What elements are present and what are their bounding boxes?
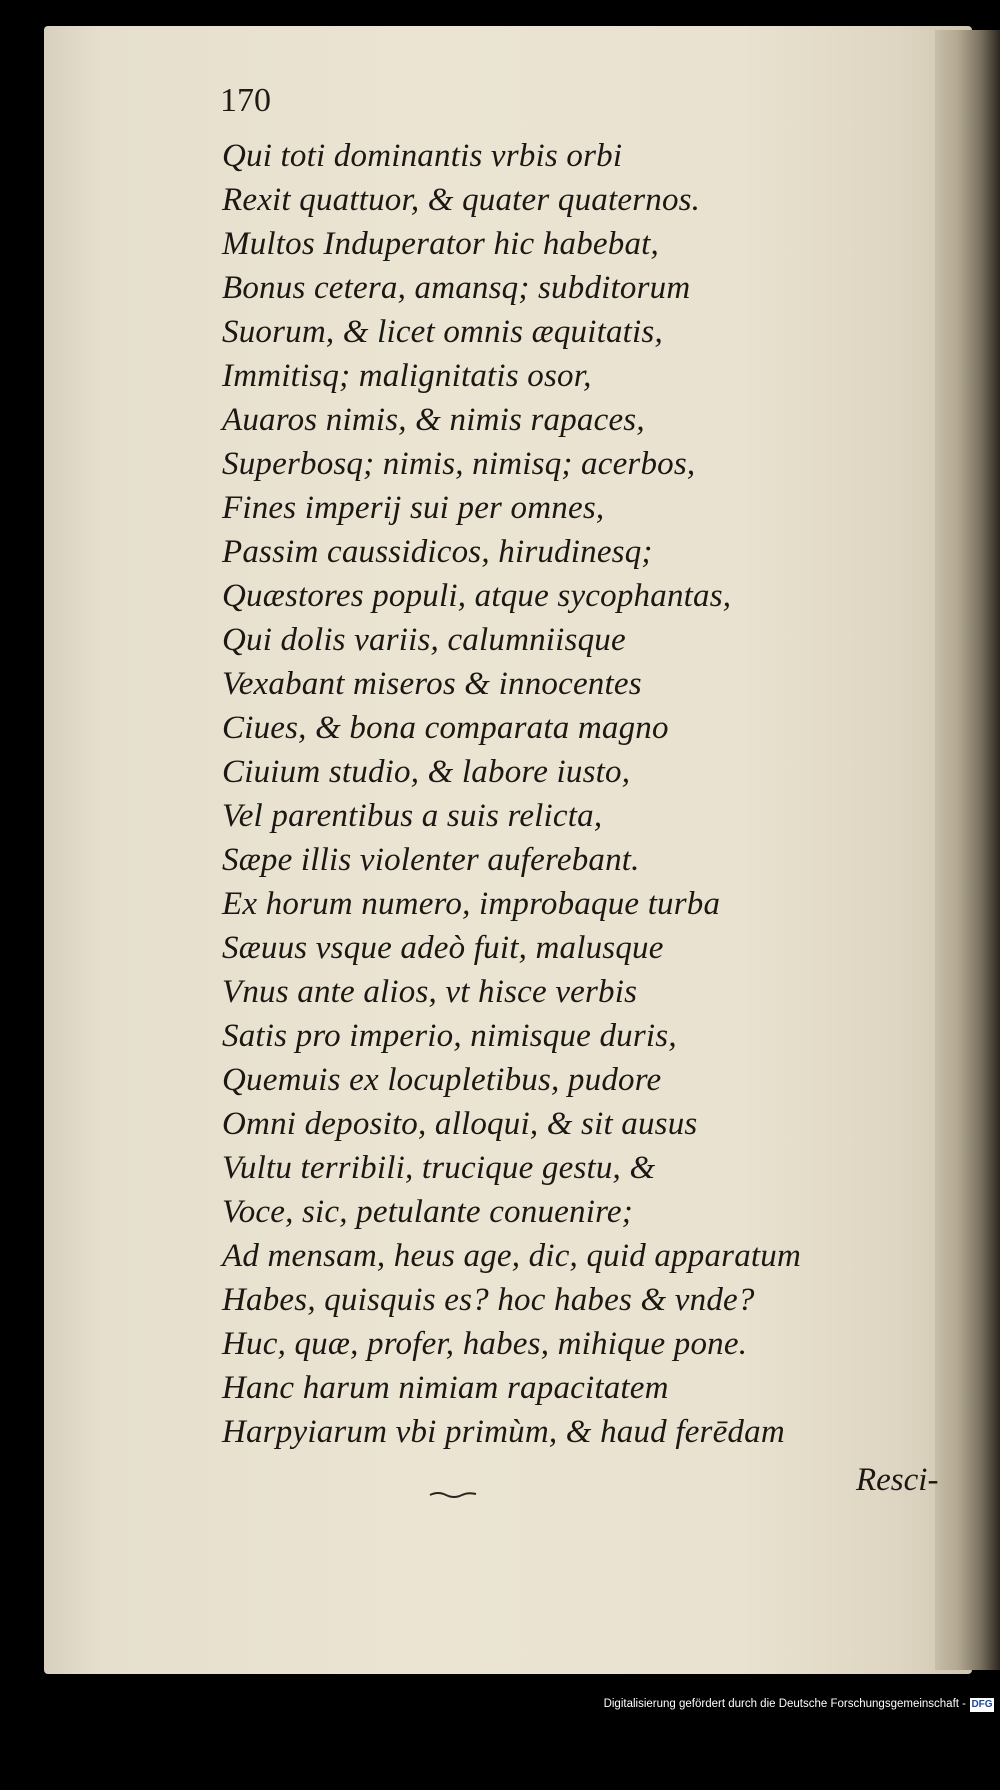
verse-line: Immitisq; malignitatis osor, xyxy=(222,358,592,394)
verse-line: Voce, sic, petulante conuenire; xyxy=(222,1194,633,1230)
digitization-credit: Digitalisierung gefördert durch die Deutsche Forschungsgemeinschaft - xyxy=(603,1698,966,1710)
verse-line: Vnus ante alios, vt hisce verbis xyxy=(222,974,638,1010)
verse-line: Suorum, & licet omnis æquitatis, xyxy=(222,314,663,350)
verse-line: Huc, quæ, profer, habes, mihique pone. xyxy=(222,1326,748,1362)
verse-line: Qui dolis variis, calumniisque xyxy=(222,622,626,658)
verse-line: Harpyiarum vbi primùm, & haud ferēdam xyxy=(222,1414,785,1450)
page-number: 170 xyxy=(220,82,271,119)
verse-line: Multos Induperator hic habebat, xyxy=(222,226,659,262)
dfg-logo: DFG xyxy=(971,1699,993,1710)
verse-line: Quemuis ex locupletibus, pudore xyxy=(222,1062,662,1098)
verse-line: Ciues, & bona comparata magno xyxy=(222,710,669,746)
verse-line: Passim caussidicos, hirudinesq; xyxy=(222,534,653,570)
verse-line: Sæuus vsque adeò fuit, malusque xyxy=(222,930,664,966)
verse-line: Ad mensam, heus age, dic, quid apparatum xyxy=(222,1238,802,1274)
verse-line: Auaros nimis, & nimis rapaces, xyxy=(222,402,645,438)
verse-line: Satis pro imperio, nimisque duris, xyxy=(222,1018,677,1054)
verse-block xyxy=(222,134,942,1454)
verse-line: Vel parentibus a suis relicta, xyxy=(222,798,603,834)
verse-line: Hanc harum nimiam rapacitatem xyxy=(222,1370,669,1406)
verse-line: Sæpe illis violenter auferebant. xyxy=(222,842,640,878)
verse-line: Vultu terribili, trucique gestu, & xyxy=(222,1150,656,1186)
verse-line: Omni deposito, alloqui, & sit ausus xyxy=(222,1106,698,1142)
verse-line: Ciuium studio, & labore iusto, xyxy=(222,754,631,790)
verse-line: Bonus cetera, amansq; subditorum xyxy=(222,270,691,306)
verse-line: Vexabant miseros & innocentes xyxy=(222,666,642,702)
verse-line: Fines imperij sui per omnes, xyxy=(222,490,605,526)
verse-line: Ex horum numero, improbaque turba xyxy=(222,886,721,922)
facing-page-edge xyxy=(935,30,1000,1670)
catchword: Resci- xyxy=(856,1462,939,1498)
bleed-through-text xyxy=(935,30,1000,1790)
verse-line: Qui toti dominantis vrbis orbi xyxy=(222,138,623,174)
ornament-mark xyxy=(428,1488,478,1500)
verse-line: Habes, quisquis es? hoc habes & vnde? xyxy=(222,1282,755,1318)
verse-line: Superbosq; nimis, nimisq; acerbos, xyxy=(222,446,696,482)
verse-line: Rexit quattuor, & quater quaternos. xyxy=(222,182,701,218)
verse-line: Quæstores populi, atque sycophantas, xyxy=(222,578,732,614)
